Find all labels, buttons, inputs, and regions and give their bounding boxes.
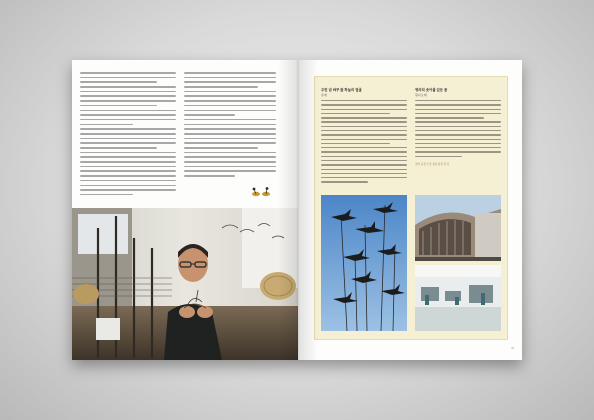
- gallery-building-photo: [415, 195, 501, 331]
- sidebar-right-subheading: 원디오제: [415, 93, 427, 97]
- left-text-column-1: [80, 72, 176, 199]
- sidebar-left-subheading: 류재: [321, 93, 327, 97]
- sidebar-right-note: 전바 공정 수진 창하 원잘 전 인: [415, 163, 450, 166]
- bird-sculpture-photo: [321, 195, 407, 331]
- artisan-workshop-photo: [72, 208, 298, 360]
- right-page: [298, 60, 522, 360]
- left-page: [72, 60, 298, 360]
- sidebar-left-text: [321, 100, 407, 186]
- left-text-column-2: [184, 72, 276, 180]
- sidebar-right-heading: 영의리 솟아를 있은 꿈: [415, 88, 448, 92]
- sidebar-right-text: [415, 100, 501, 160]
- sidebar-box: [314, 76, 508, 340]
- page-number: 41: [511, 346, 515, 350]
- bird-ornament-icon: [250, 184, 272, 198]
- sidebar-left-heading: 우린 넘 바꾸 왔 하늘의 얼굴: [321, 88, 362, 92]
- magazine-spread: [72, 60, 522, 360]
